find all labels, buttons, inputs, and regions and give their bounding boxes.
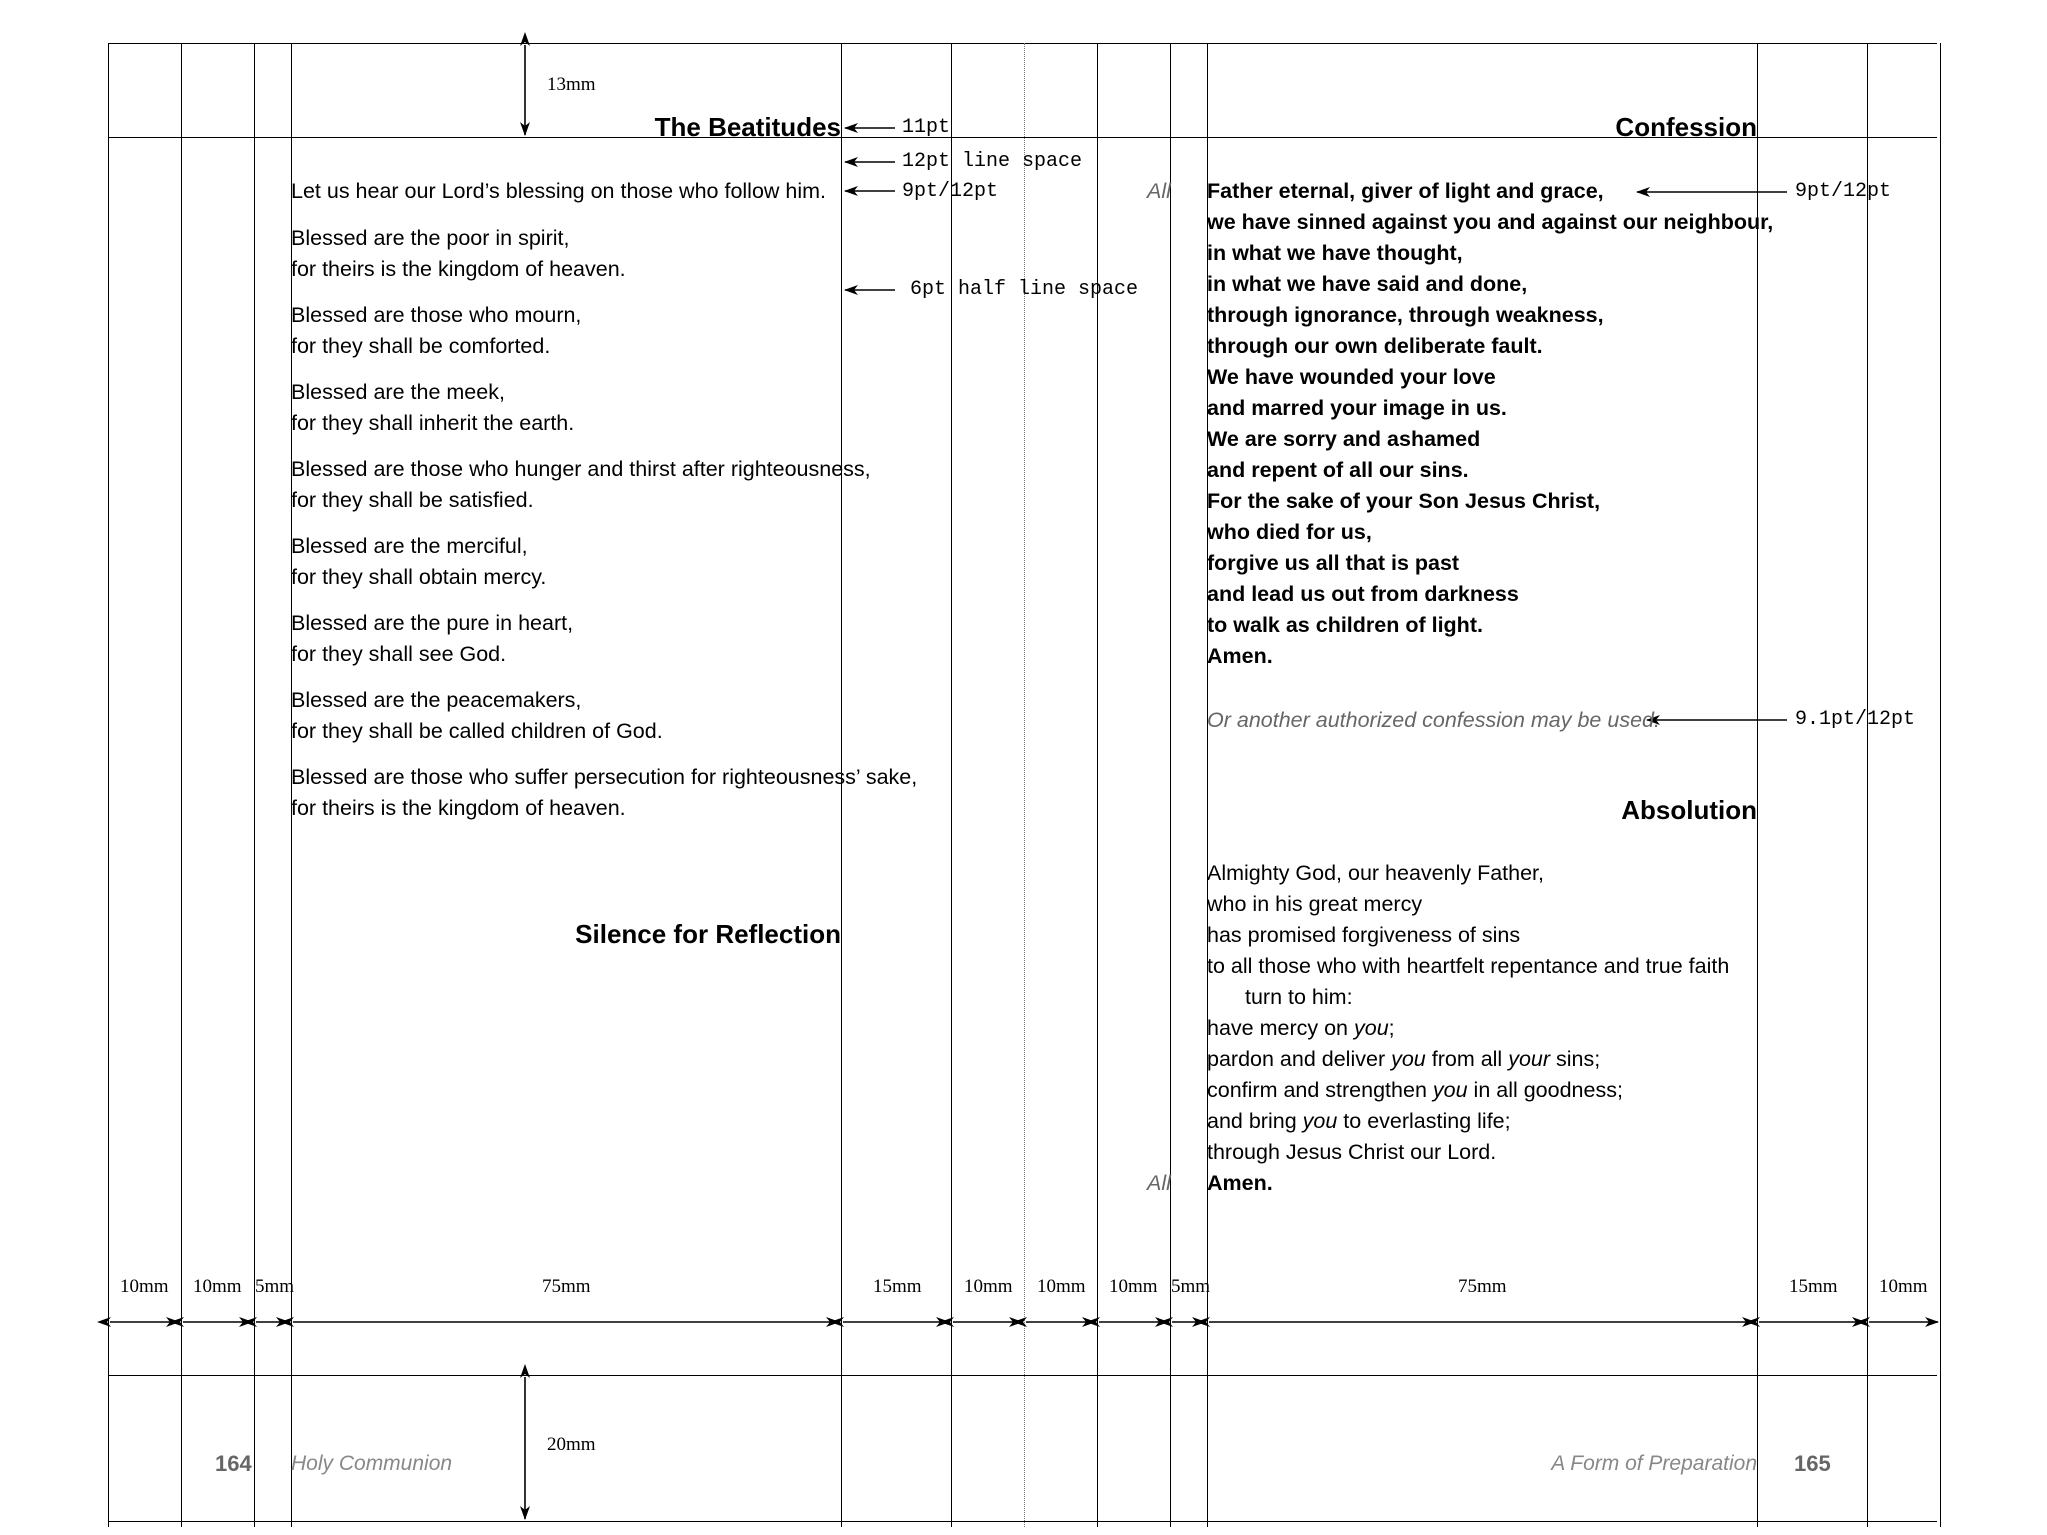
- beatitude-line: for theirs is the kingdom of heaven.: [291, 796, 626, 820]
- annotation-bottom-margin: 20mm: [547, 1434, 596, 1455]
- confession-line: forgive us all that is past: [1207, 551, 1460, 575]
- beatitude-line: for they shall see God.: [291, 642, 507, 666]
- confession-line: to walk as children of light.: [1207, 613, 1483, 637]
- beatitude-line: Blessed are the merciful,: [291, 534, 528, 558]
- column-width-label: 10mm: [193, 1276, 242, 1297]
- confession-text: [1207, 176, 1774, 672]
- column-width-label: 10mm: [1037, 1276, 1086, 1297]
- beatitude-line: Blessed are the poor in spirit,: [291, 226, 570, 250]
- absolution-heading: Absolution: [1621, 795, 1757, 825]
- beatitude-stanza: [291, 608, 941, 670]
- absolution-text-span: in all goodness;: [1467, 1078, 1623, 1102]
- absolution-amen: Amen.: [1207, 1171, 1273, 1195]
- confession-heading: Confession: [1615, 112, 1757, 142]
- confession-line: we have sinned against you and against our neighbour,: [1207, 210, 1774, 234]
- absolution-line: has promised forgiveness of sins: [1207, 923, 1521, 947]
- confession-line: Amen.: [1207, 644, 1273, 668]
- absolution-line: Almighty God, our heavenly Father,: [1207, 861, 1545, 885]
- absolution-line: [1207, 1106, 1767, 1137]
- absolution-line: [1207, 1013, 1767, 1044]
- absolution-text: [1207, 858, 1767, 1168]
- beatitude-stanza: [291, 531, 941, 593]
- column-width-label: 10mm: [1109, 1276, 1158, 1297]
- absolution-pronoun: you: [1391, 1047, 1426, 1071]
- absolution-text-span: ;: [1388, 1016, 1395, 1040]
- beatitude-line: for they shall inherit the earth.: [291, 411, 575, 435]
- silence-heading: Silence for Reflection: [575, 919, 841, 949]
- absolution-text-span: from all: [1425, 1047, 1509, 1071]
- column-width-label: 15mm: [1789, 1276, 1838, 1297]
- absolution-line: turn to him:: [1245, 985, 1353, 1009]
- confession-line: We have wounded your love: [1207, 365, 1496, 389]
- beatitude-line: Blessed are those who suffer persecution for righteousness’ sake,: [291, 765, 918, 789]
- beatitude-line: Blessed are those who mourn,: [291, 303, 582, 327]
- confession-line: who died for us,: [1207, 520, 1372, 544]
- confession-line: and marred your image in us.: [1207, 396, 1507, 420]
- absolution-text-span: to everlasting life;: [1337, 1109, 1511, 1133]
- confession-line: through our own deliberate fault.: [1207, 334, 1543, 358]
- annotation-top-margin: 13mm: [547, 74, 596, 95]
- absolution-line: to all those who with heartfelt repentance and true faith: [1207, 954, 1730, 978]
- absolution-text-span: sins;: [1550, 1047, 1601, 1071]
- absolution-text-span: pardon and deliver: [1207, 1047, 1392, 1071]
- beatitude-line: Blessed are the meek,: [291, 380, 505, 404]
- beatitudes-heading: The Beatitudes: [654, 112, 841, 142]
- annotation-half-line-space: 6pt half line space: [910, 278, 1139, 301]
- beatitude-line: for they shall be comforted.: [291, 334, 551, 358]
- confession-line: through ignorance, through weakness,: [1207, 303, 1604, 327]
- beatitude-line: Blessed are the peacemakers,: [291, 688, 582, 712]
- column-width-label: 75mm: [1458, 1276, 1507, 1297]
- confession-line: in what we have said and done,: [1207, 272, 1528, 296]
- column-width-label: 15mm: [873, 1276, 922, 1297]
- absolution-pronoun: your: [1508, 1047, 1551, 1071]
- beatitude-line: for theirs is the kingdom of heaven.: [291, 257, 626, 281]
- beatitude-stanza: [291, 762, 941, 824]
- beatitude-line: for they shall be called children of God.: [291, 719, 663, 743]
- annotation-rubric-size: 9.1pt/12pt: [1795, 708, 1916, 731]
- absolution-pronoun: you: [1302, 1109, 1338, 1133]
- beatitude-line: Blessed are those who hunger and thirst after righteousness,: [291, 457, 871, 481]
- annotation-heading-size: 11pt: [902, 116, 951, 139]
- column-width-label: 75mm: [542, 1276, 591, 1297]
- beatitude-stanza: [291, 454, 941, 516]
- left-running-footer: Holy Communion: [291, 1452, 453, 1475]
- absolution-line: through Jesus Christ our Lord.: [1207, 1140, 1497, 1164]
- beatitude-stanza: [291, 685, 941, 747]
- annotation-line-space: 12pt line space: [902, 150, 1083, 173]
- absolution-pronoun: you: [1432, 1078, 1468, 1102]
- all-label-2: All: [1147, 1171, 1171, 1195]
- absolution-text-span: confirm and strengthen: [1207, 1078, 1433, 1102]
- beatitude-line: for they shall be satisfied.: [291, 488, 534, 512]
- absolution-text-span: and bring: [1207, 1109, 1303, 1133]
- beatitudes-list: [291, 223, 941, 839]
- right-running-footer: A Form of Preparation: [1551, 1452, 1757, 1475]
- confession-line: For the sake of your Son Jesus Christ,: [1207, 489, 1601, 513]
- left-page-number: 164: [215, 1451, 252, 1476]
- beatitude-line: Blessed are the pure in heart,: [291, 611, 574, 635]
- absolution-text-span: have mercy on: [1207, 1016, 1354, 1040]
- beatitude-stanza: [291, 377, 941, 439]
- column-width-label: 10mm: [1879, 1276, 1928, 1297]
- beatitude-stanza: [291, 300, 941, 362]
- absolution-pronoun: you: [1353, 1016, 1389, 1040]
- confession-line: and lead us out from darkness: [1207, 582, 1519, 606]
- absolution-line: [1207, 1044, 1767, 1075]
- confession-line: Father eternal, giver of light and grace,: [1207, 179, 1604, 203]
- confession-line: and repent of all our sins.: [1207, 458, 1469, 482]
- annotation-text-size: 9pt/12pt: [902, 180, 999, 203]
- column-width-label: 10mm: [964, 1276, 1013, 1297]
- rubric-text: Or another authorized confession may be used.: [1207, 708, 1660, 732]
- all-label: All: [1147, 179, 1171, 203]
- column-width-label: 5mm: [255, 1276, 295, 1297]
- column-width-label: 5mm: [1171, 1276, 1211, 1297]
- column-width-label: 10mm: [120, 1276, 169, 1297]
- absolution-line: who in his great mercy: [1207, 892, 1423, 916]
- annotation-right-text-size: 9pt/12pt: [1795, 180, 1892, 203]
- confession-line: in what we have thought,: [1207, 241, 1463, 265]
- beatitude-stanza: [291, 223, 941, 285]
- beatitudes-intro: Let us hear our Lord’s blessing on those who follow him.: [291, 179, 827, 203]
- confession-line: We are sorry and ashamed: [1207, 427, 1481, 451]
- right-page-number: 165: [1794, 1451, 1831, 1476]
- beatitude-line: for they shall obtain mercy.: [291, 565, 547, 589]
- absolution-line: [1207, 1075, 1767, 1106]
